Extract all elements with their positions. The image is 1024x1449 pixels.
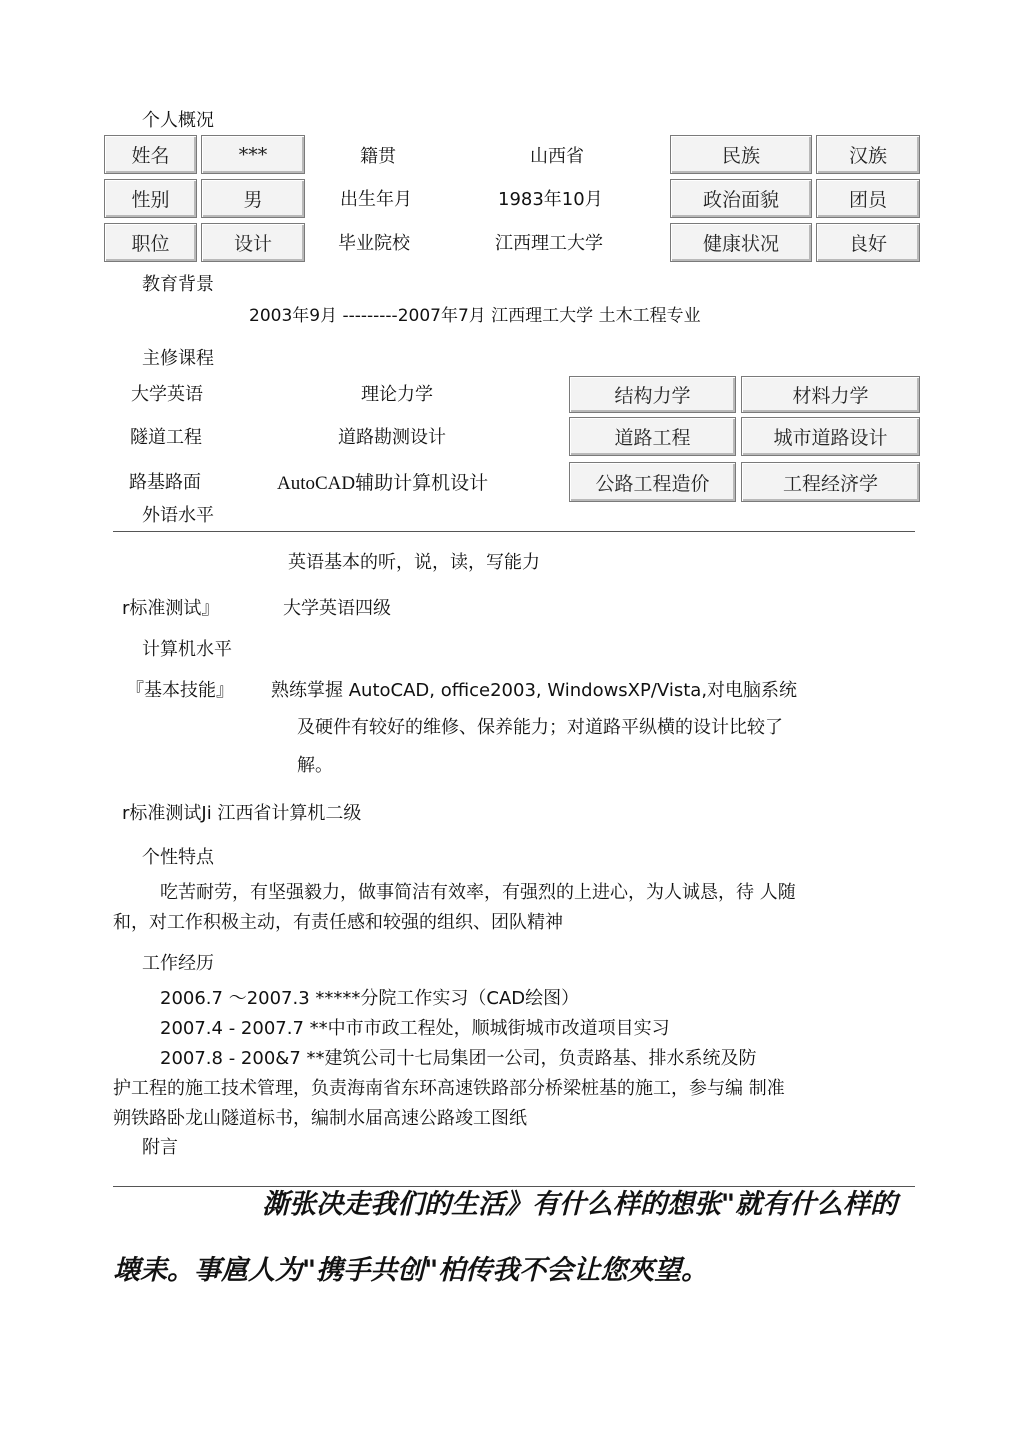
gender-value-box: 男	[201, 179, 305, 218]
divider	[113, 531, 915, 532]
course-box: 结构力学	[569, 376, 736, 413]
course-item: 大学英语	[131, 384, 203, 405]
ethnic-value-box: 汉族	[816, 135, 920, 174]
section-title-appendix: 附言	[142, 1137, 178, 1158]
education-line: 2003年9月 ---------2007年7月 江西理工大学 土木工程专业	[249, 306, 701, 326]
work-line: 护工程的施工技术管理，负责海南省东环高速铁路部分桥梁桩基的施工，参与编 制准	[113, 1078, 785, 1099]
section-title-computer: 计算机水平	[142, 639, 232, 660]
birth-value: 1983年10月	[498, 189, 603, 210]
personality-line: 吃苦耐劳，有坚强毅力，做事简洁有效率，有强烈的上进心，为人诚恳，待 人随	[160, 882, 796, 903]
birth-label: 出生年月	[340, 189, 412, 210]
language-test-label: r标准测试』	[122, 598, 220, 619]
work-line: 2007.4 - 2007.7 **中市市政工程处，顺城街城市改道项目实习	[160, 1018, 670, 1039]
name-value-box: ***	[201, 135, 305, 174]
political-value-box: 团员	[816, 179, 920, 218]
native-label: 籍贯	[360, 146, 396, 167]
work-line: 朔铁路卧龙山隧道标书，编制水届高速公路竣工图纸	[113, 1108, 527, 1129]
school-value: 江西理工大学	[495, 233, 603, 254]
course-box: 城市道路设计	[741, 417, 920, 456]
name-label-box: 姓名	[104, 135, 197, 174]
appendix-line: 壊耒。事扈人为"携手共创"柏传我不会让您夾望。	[113, 1255, 709, 1286]
ethnic-label-box: 民族	[670, 135, 812, 174]
course-item: 理论力学	[361, 384, 433, 405]
health-label-box: 健康状况	[670, 223, 812, 262]
course-box: 工程经济学	[741, 462, 920, 502]
native-value: 山西省	[530, 146, 584, 167]
computer-test-line: r标准测试Ji 江西省计算机二级	[122, 803, 362, 824]
personality-line: 和，对工作积极主动，有责任感和较强的组织、团队精神	[113, 912, 563, 933]
language-ability: 英语基本的听，说，读，写能力	[288, 552, 540, 573]
divider	[113, 1186, 915, 1187]
appendix-line: 澌张决走我们的生活》有什么样的想张"就有什么样的	[262, 1189, 898, 1220]
course-item: 路基路面	[129, 472, 201, 493]
course-box: 公路工程造价	[569, 462, 736, 502]
section-title-work: 工作经历	[142, 953, 214, 974]
course-item: 道路勘测设计	[338, 427, 446, 448]
section-title-personality: 个性特点	[142, 847, 214, 868]
course-box: 材料力学	[741, 376, 920, 413]
work-line: 2007.8 - 200&7 **建筑公司十七局集团一公司，负责路基、排水系统及防	[160, 1048, 757, 1069]
school-label: 毕业院校	[338, 233, 410, 254]
political-label-box: 政治面貌	[670, 179, 812, 218]
computer-skill-line: 及硬件有较好的维修、保养能力；对道路平纵横的设计比较了	[297, 717, 783, 738]
computer-skill-line: 熟练掌握 AutoCAD, office2003, WindowsXP/Vista,对电脑系统	[271, 680, 798, 701]
course-item: 隧道工程	[130, 427, 202, 448]
work-line: 2006.7 ～2007.3 *****分院工作实习（CAD绘图）	[160, 988, 580, 1009]
section-title-courses: 主修课程	[142, 348, 214, 369]
gender-label-box: 性别	[104, 179, 197, 218]
position-label-box: 职位	[104, 223, 197, 262]
position-value-box: 设计	[201, 223, 305, 262]
computer-skill-label: 『基本技能』	[126, 680, 234, 701]
section-title-education: 教育背景	[142, 274, 214, 295]
health-value-box: 良好	[816, 223, 920, 262]
course-item: AutoCAD辅助计算机设计	[277, 473, 489, 494]
section-title-language: 外语水平	[142, 505, 214, 526]
computer-skill-line: 解。	[297, 755, 333, 776]
language-test-value: 大学英语四级	[283, 598, 391, 619]
section-title-personal: 个人概况	[142, 110, 214, 131]
course-box: 道路工程	[569, 417, 736, 456]
